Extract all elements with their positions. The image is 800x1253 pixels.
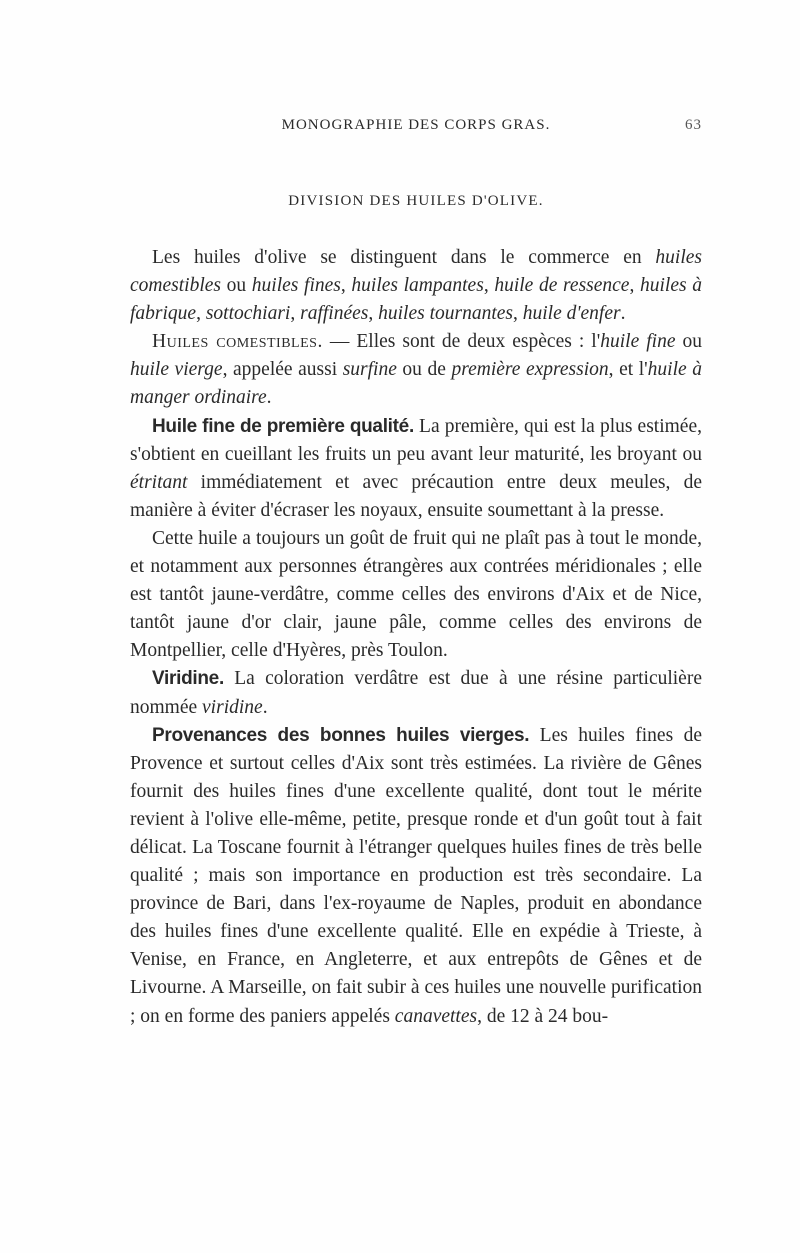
page-number: 63	[685, 117, 702, 133]
text-run: ,	[483, 275, 495, 297]
text-run: , appelée aussi	[222, 359, 343, 381]
paragraph-heading: Huile fine de première qualité.	[152, 415, 414, 437]
italic-term: huile à manger ordinaire	[130, 359, 702, 409]
italic-term: sottochiari	[205, 303, 291, 325]
italic-term: première expression	[451, 359, 609, 381]
italic-term: huile fine	[600, 331, 676, 353]
italic-term: huile vierge	[130, 359, 223, 381]
paragraph-heading: Provenances des bonnes huiles vierges.	[152, 724, 530, 746]
text-run: immédiatement et avec précaution entre deux meules, de manière à éviter d'écraser les noyaux, ensuite soumettant à la presse.	[130, 471, 702, 521]
text-run: .	[262, 696, 268, 718]
text-run: La coloration verdâtre est due à une résine particulière nommée	[130, 668, 702, 718]
italic-term: surfine	[342, 359, 397, 381]
italic-term: huiles tournantes	[378, 303, 513, 325]
italic-term: étritant	[130, 471, 188, 493]
text-run: — Elles sont de deux espèces : l'	[322, 331, 601, 353]
italic-term: raffinées	[300, 303, 369, 325]
text-run: , et l'	[608, 359, 648, 381]
text-run: ,	[290, 303, 301, 325]
italic-term: huile d'enfer	[522, 303, 621, 325]
paragraph-huiles-comestibles	[130, 328, 702, 412]
paragraph-heading: Viridine.	[152, 668, 224, 690]
text-run: ,	[512, 303, 523, 325]
text-run: ,	[368, 303, 379, 325]
italic-term: huiles à fabrique	[130, 275, 702, 325]
section-title: DIVISION DES HUILES D'OLIVE.	[288, 193, 544, 209]
text-run: ,	[629, 275, 640, 297]
italic-term: canavettes	[394, 1005, 478, 1027]
text-run: ,	[340, 275, 352, 297]
body-text	[130, 244, 702, 1031]
italic-term: viridine	[202, 696, 263, 718]
paragraph-intro	[130, 244, 702, 328]
text-run: .	[266, 387, 272, 409]
italic-term: huiles fines	[251, 275, 341, 297]
text-run: , de 12 à 24 bou-	[477, 1005, 609, 1027]
text-run: ou	[220, 275, 252, 297]
text-run: Les huiles fines de Provence et surtout celles d'Aix sont très estimées. La rivière de Gênes fournit des huiles fines d'une excellente qualité, dont tout le mérite revient à l'olive elle-même, petite, presque ronde et d'un goût tout à fait délicat. La Toscane fournit à l'étranger quelques huiles fines de très belle qualité ; mais son importance en production est très secondaire. La province de Bari, dans l'ex-royaume de Naples, produit en abondance des huiles fines d'une excellente qualité. Elle en expédie à Trieste, à Venise, en France, en Angleterre, et aux entrepôts de Gênes et de Livourne. A Marseille, on fait subir à ces huiles une nouvelle purification ; on en forme des paniers appelés	[130, 724, 703, 1027]
paragraph-provenances	[130, 722, 702, 1031]
text-run: ou de	[396, 359, 452, 381]
text-run: Les huiles d'olive se distinguent dans le commerce en	[152, 247, 656, 268]
italic-term: huiles lampantes	[351, 275, 484, 297]
text-run: Cette huile a toujours un goût de fruit qui ne plaît pas à tout le monde, et notamment aux personnes étrangères aux contrées méridionales ; elle est tantôt jaune-verdâtre, comme celles des environs d'Aix et de Nice, tantôt jaune d'or clair, jaune pâle, comme celles des environs de Montpellier, celle d'Hyères, près Toulon.	[130, 527, 702, 662]
paragraph-heading: Huiles comestibles.	[152, 331, 323, 353]
text-run: La première, qui est la plus estimée, s'obtient en cueillant les fruits un peu avant leur maturité, les broyant ou	[130, 415, 702, 465]
italic-term: huile de ressence	[494, 275, 630, 297]
paragraph-huile-fine	[130, 413, 702, 525]
running-title: MONOGRAPHIE DES CORPS GRAS.	[281, 117, 551, 133]
text-run: ,	[196, 303, 206, 325]
running-head	[130, 117, 702, 141]
italic-term: huiles comestibles	[130, 247, 702, 297]
paragraph-gout	[130, 525, 702, 665]
text-run: ou	[675, 331, 703, 353]
paragraph-viridine	[130, 665, 702, 721]
text-run: .	[620, 303, 626, 325]
